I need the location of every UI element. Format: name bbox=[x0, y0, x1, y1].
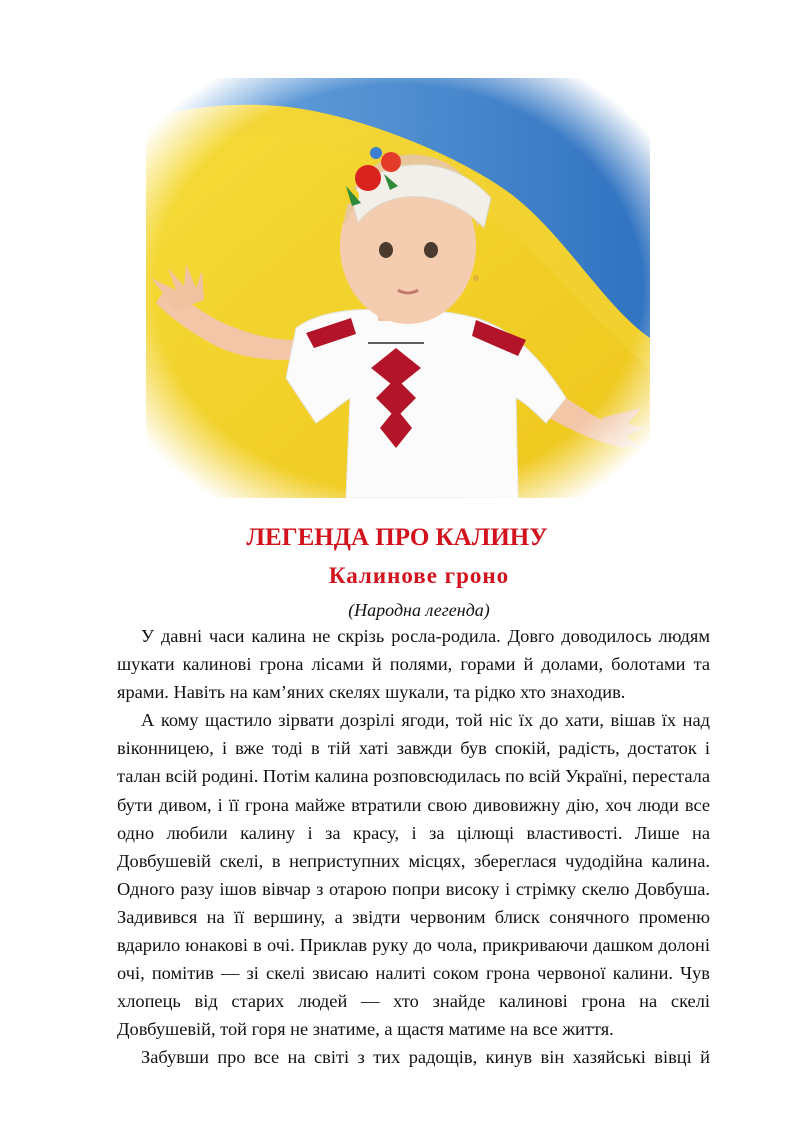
page-subtitle: Калинове гроно bbox=[328, 563, 510, 588]
illustration-photo bbox=[146, 78, 650, 498]
paragraph-3: Забувши про все на світі з тих радощів, кинув він хазяйські вівці й bbox=[141, 1047, 710, 1068]
paragraph-2: А кому щастило зірвати дозрілі ягоди, той ніс їх до хати, вішав їх над віконницею, і вже тоді в тій хаті завжди був спокій, радість, достаток і талан всій родині. Потім калина розповсюдилась по всій Україні, перестала бути дивом, і її грона майже втратили свою дивовижну дію, хоч люди все одно любили калину і за красу, і за цілющі властивості. Лише на Довбушевій скелі, в неприступних місцях, збереглася чудодійна калина. Одного разу ішов вівчар з отарою попри високу і стрімку скелю Довбуша. Задивився на її вершину, а звідти червоним блиск сонячного променю вдарило юнакові в очі. Приклав руку до чола, прикриваючи дашком долоні очі, помітив — зі скелі звисаю налиті соком грона червоної калини. Чув хлопець від старих людей — хто знайде калинові грона на скелі Довбушевій, той горя не знатиме, а щастя матиме на все життя. bbox=[117, 710, 710, 1040]
child-photo-illustration bbox=[146, 78, 650, 498]
page-title: ЛЕГЕНДА ПРО КАЛИНУ bbox=[246, 524, 548, 551]
story-text bbox=[117, 622, 710, 1072]
paragraph-1: У давні часи калина не скрізь росла-родила. Довго доводилось людям шукати калинові грона лісами й полями, горами й долами, болотами та ярами. Навіть на кам’яних скелях шукали, та рідко хто знаходив. bbox=[117, 626, 710, 703]
photo-vignette bbox=[146, 78, 650, 498]
genre-note: (Народна легенда) bbox=[348, 600, 490, 620]
